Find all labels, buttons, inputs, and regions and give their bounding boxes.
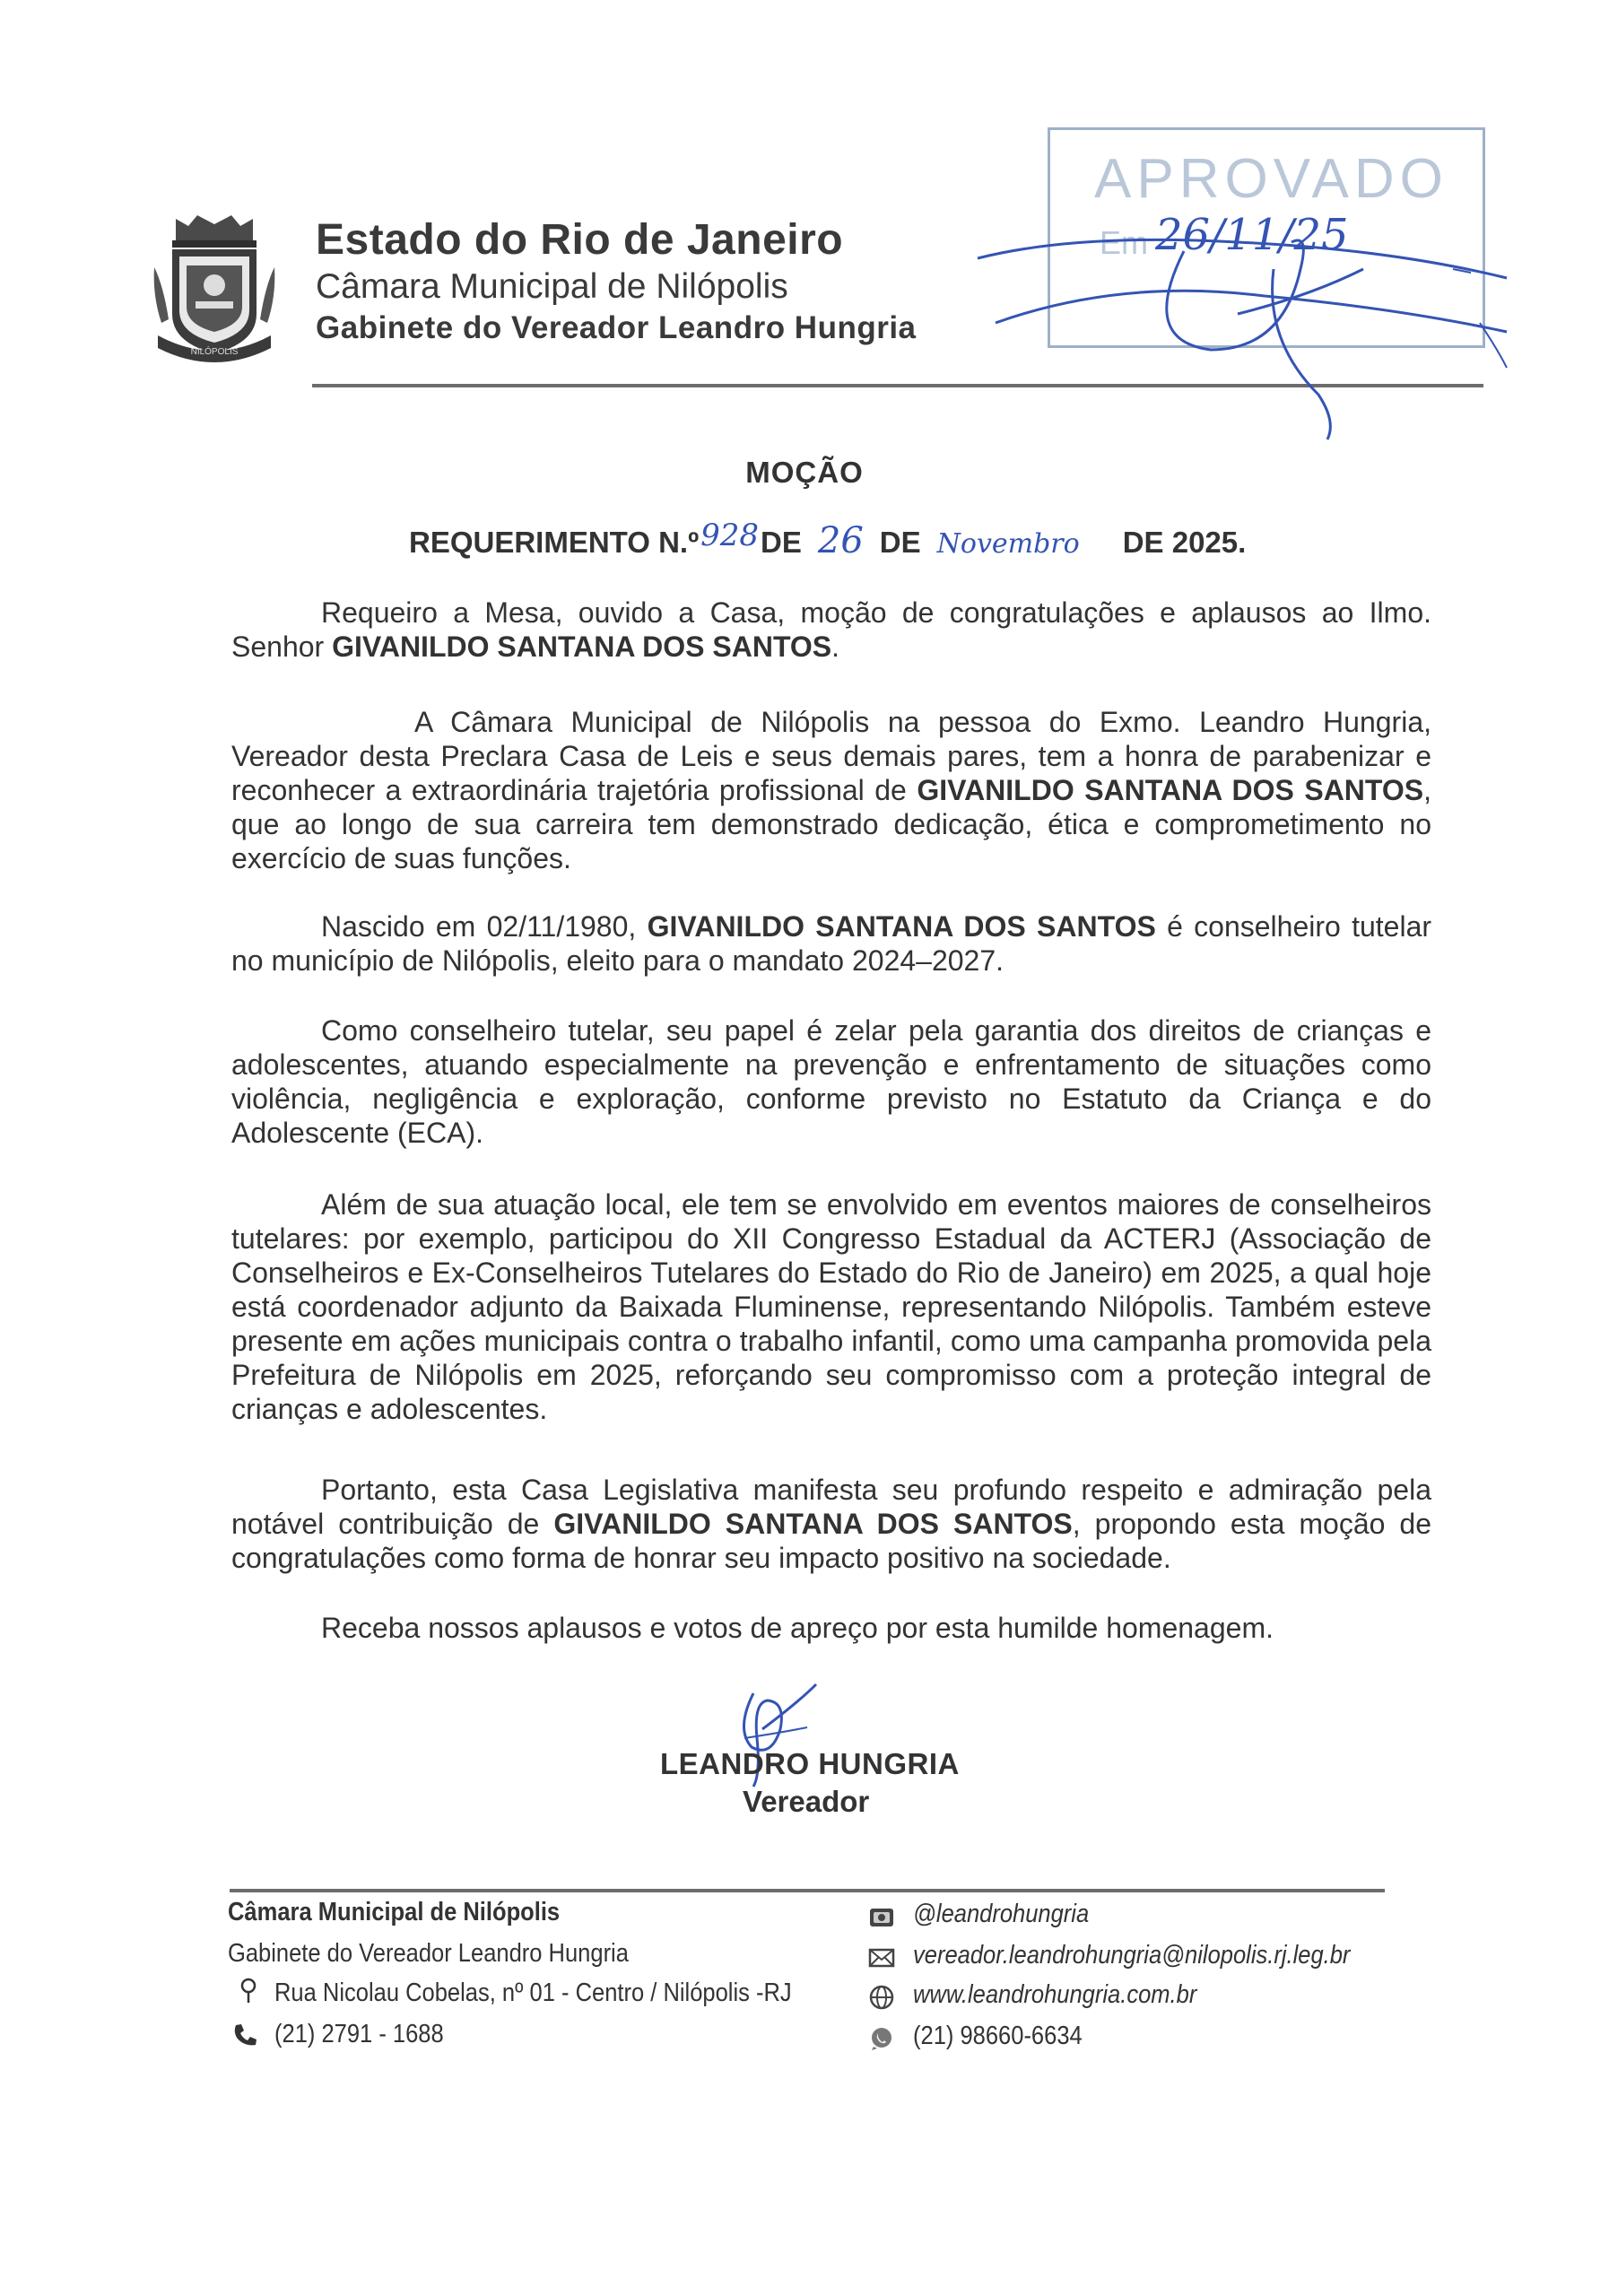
honoree-name: GIVANILDO SANTANA DOS SANTOS xyxy=(553,1508,1073,1540)
footer-address: Rua Nicolau Cobelas, nº 01 - Centro / Nilópolis -RJ xyxy=(274,1979,792,2007)
stamp-date: 26/11/25 xyxy=(1155,210,1349,260)
footer-divider xyxy=(230,1889,1385,1892)
footer-office: Gabinete do Vereador Leandro Hungria xyxy=(228,1939,629,1968)
paragraph-3: Nascido em 02/11/1980, GIVANILDO SANTANA DOS SANTOS é conselheiro tutelar no município de Nilópolis, eleito para o mandato 2024–2027. xyxy=(231,910,1432,977)
req-de-2: DE xyxy=(879,526,921,559)
whatsapp-icon xyxy=(868,2025,895,2052)
req-de-1: DE xyxy=(761,526,802,559)
footer-phone: (21) 2791 - 1688 xyxy=(274,2020,444,2048)
document-type: MOÇÃO xyxy=(745,456,864,489)
instagram-icon xyxy=(868,1903,895,1930)
footer-chamber: Câmara Municipal de Nilópolis xyxy=(228,1898,561,1926)
paragraph-6: Portanto, esta Casa Legislativa manifesta seu profundo respeito e admiração pela notável contribuição de GIVANILDO SANTANA DOS SANTOS, propondo esta moção de congratulações como forma de honrar seu impacto positivo na sociedade. xyxy=(231,1474,1432,1574)
req-number: 928 xyxy=(700,517,760,553)
footer-email[interactable]: vereador.leandrohungria@nilopolis.rj.leg.br xyxy=(913,1941,1351,1970)
phone-icon xyxy=(231,2022,258,2048)
req-prefix: REQUERIMENTO N.º xyxy=(409,526,700,559)
svg-text:NILÓPOLIS: NILÓPOLIS xyxy=(190,347,239,357)
email-icon xyxy=(868,1944,895,1971)
signatory-role: Vereador xyxy=(743,1785,870,1818)
requirement-line xyxy=(409,517,1247,561)
paragraph-2: A Câmara Municipal de Nilópolis na pessoa do Exmo. Leandro Hungria, Vereador desta Preclara Casa de Leis e seus demais pares, tem a honra de parabenizar e reconhecer a extraordinária trajetória profissional de GIVANILDO SANTANA DOS SANTOS, que ao longo de sua carreira tem demonstrado dedicação, ética e comprometimento no exercício de suas funções. xyxy=(231,706,1431,874)
honoree-name: GIVANILDO SANTANA DOS SANTOS xyxy=(917,774,1424,806)
paragraph-1: Requeiro a Mesa, ouvido a Casa, moção de congratulações e aplausos ao Ilmo. Senhor GIVANILDO SANTANA DOS SANTOS. xyxy=(231,596,1431,663)
req-month: Novembro xyxy=(936,528,1080,560)
header-chamber: Câmara Municipal de Nilópolis xyxy=(316,267,788,306)
paragraph-7: Receba nossos aplausos e votos de apreço por esta humilde homenagem. xyxy=(321,1612,1274,1644)
footer-whatsapp: (21) 98660-6634 xyxy=(913,2022,1083,2050)
location-pin-icon xyxy=(235,1977,262,2004)
stamp-title: APROVADO xyxy=(1094,148,1448,210)
paragraph-5: Além de sua atuação local, ele tem se envolvido em eventos maiores de conselheiros tutelares: por exemplo, participou do XII Congresso Estadual da ACTERJ (Associação de Conselheiros e Ex-Conselheiros Tutelares do Estado do Rio de Janeiro) em 2025, a qual hoje está coordenador adjunto da Baixada Fluminense, representando Nilópolis. Também esteve presente em ações municipais contra o trabalho infantil, como uma campanha promovida pela Prefeitura de Nilópolis em 2025, reforçando seu compromisso com a proteção integral de crianças e adolescentes. xyxy=(231,1188,1431,1425)
header-state: Estado do Rio de Janeiro xyxy=(316,216,844,264)
honoree-name: GIVANILDO SANTANA DOS SANTOS xyxy=(647,910,1156,943)
paragraph-4: Como conselheiro tutelar, seu papel é zelar pela garantia dos direitos de crianças e adolescentes, atuando especialmente na prevenção e enfrentamento de situações como violência, negligência e exploração, conforme previsto no Estatuto da Criança e do Adolescente (ECA). xyxy=(231,1014,1431,1149)
footer-website[interactable]: www.leandrohungria.com.br xyxy=(913,1980,1197,2009)
honoree-name: GIVANILDO SANTANA DOS SANTOS xyxy=(332,631,832,663)
req-day: 26 xyxy=(817,520,864,561)
stamp-em-label: Em xyxy=(1100,224,1148,261)
signatory-name: LEANDRO HUNGRIA xyxy=(660,1747,960,1780)
globe-icon xyxy=(868,1984,895,2011)
coat-of-arms-icon xyxy=(151,213,278,362)
stamp-signature-scribble xyxy=(969,215,1525,448)
req-year: DE 2025. xyxy=(1122,526,1247,559)
header-office: Gabinete do Vereador Leandro Hungria xyxy=(316,310,917,345)
footer-instagram[interactable]: @leandrohungria xyxy=(913,1900,1090,1928)
